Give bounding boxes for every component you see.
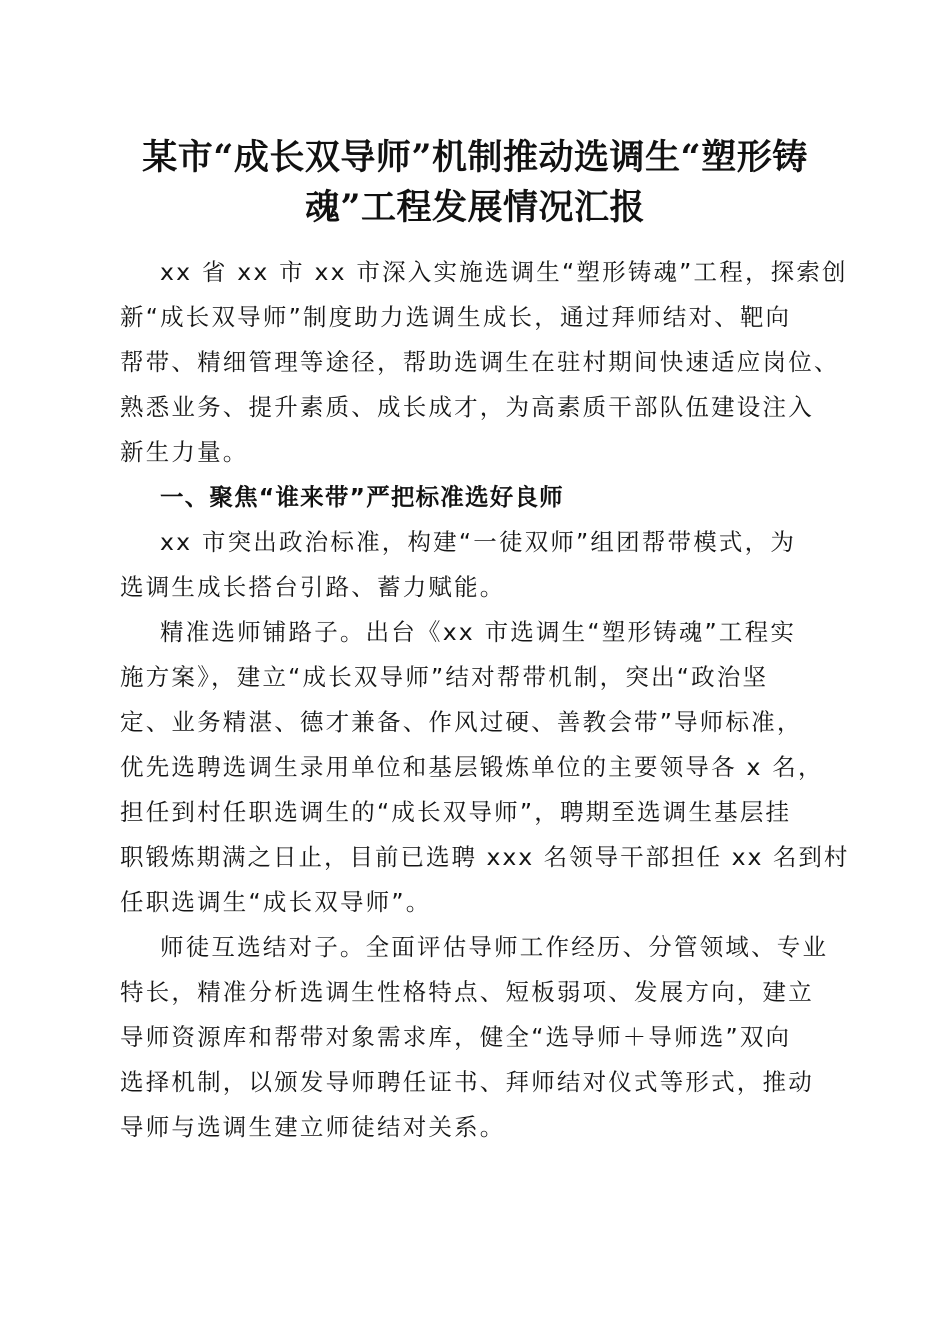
text-line: 特长，精准分析选调生性格特点、短板弱项、发展方向，建立 — [120, 978, 814, 1006]
text-line: 任职选调生“成长双导师”。 — [120, 888, 432, 916]
text-line: 精准选师铺路子。出台《xx 市选调生“塑形铸魂”工程实 — [160, 618, 797, 646]
text-line: 导师与选调生建立师徒结对关系。 — [120, 1113, 506, 1141]
title-line: 某市“成长双导师”机制推动选调生“塑形铸 — [142, 137, 808, 178]
text-line: 选择机制，以颁发导师聘任证书、拜师结对仪式等形式，推动 — [120, 1068, 814, 1096]
section-heading: 一、聚焦“谁来带”严把标准选好良师 — [160, 483, 564, 511]
text-line: 职锻炼期满之日止，目前已选聘 xxx 名领导干部担任 xx 名到村 — [120, 843, 850, 871]
title-line: 魂”工程发展情况汇报 — [304, 187, 646, 228]
text-line: 熟悉业务、提升素质、成长成才，为高素质干部队伍建设注入 — [120, 393, 814, 421]
text-line: 新“成长双导师”制度助力选调生成长，通过拜师结对、靶向 — [120, 303, 792, 331]
document-title — [100, 133, 850, 233]
text-line: 定、业务精湛、德才兼备、作风过硬、善教会带”导师标准， — [120, 708, 803, 736]
section-intro-paragraph — [120, 520, 830, 610]
text-line: 选调生成长搭台引路、蓄力赋能。 — [120, 573, 506, 601]
text-line: 担任到村任职选调生的“成长双导师”，聘期至选调生基层挂 — [120, 798, 792, 826]
text-line: 导师资源库和帮带对象需求库，健全“选导师＋导师选”双向 — [120, 1023, 792, 1051]
text-line: 师徒互选结对子。全面评估导师工作经历、分管领域、专业 — [160, 933, 829, 961]
intro-paragraph — [120, 250, 848, 475]
text-line: 帮带、精细管理等途径，帮助选调生在驻村期间快速适应岗位、 — [120, 348, 840, 376]
select-mentor-paragraph — [120, 610, 850, 925]
text-line: xx 省 xx 市 xx 市深入实施选调生“塑形铸魂”工程，探索创 — [160, 258, 848, 286]
document-body — [120, 250, 850, 1150]
text-line: xx 市突出政治标准，构建“一徒双师”组团帮带模式，为 — [160, 528, 797, 556]
pairing-paragraph — [120, 925, 830, 1150]
text-line: 施方案》，建立“成长双导师”结对帮带机制，突出“政治坚 — [120, 663, 769, 691]
text-line: 新生力量。 — [120, 438, 249, 466]
text-line: 优先选聘选调生录用单位和基层锻炼单位的主要领导各 x 名， — [120, 753, 824, 781]
